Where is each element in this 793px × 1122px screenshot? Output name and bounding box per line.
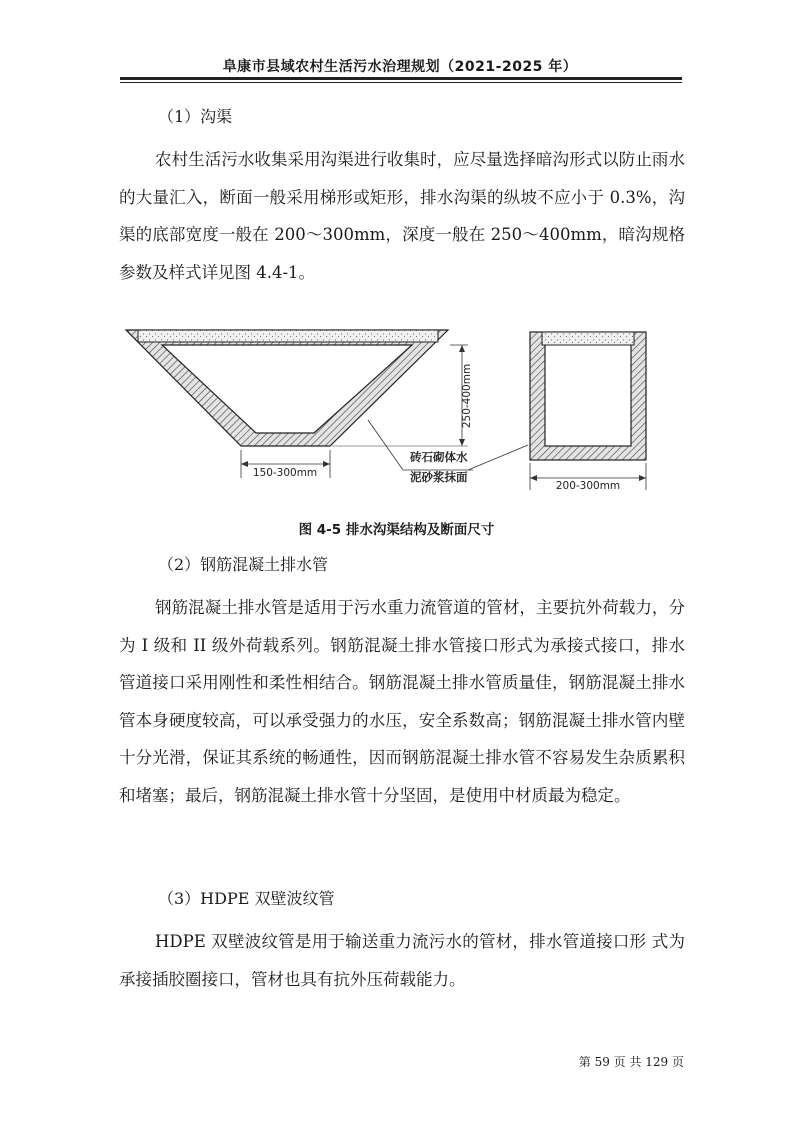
depth-label: 250-400mm [461,363,473,429]
material-label-line2: 泥砂浆抹面 [410,470,468,484]
header-rule-thick [120,77,682,80]
section-heading-ditch: （1）沟渠 [158,107,233,126]
rect-bottom-dimension [530,463,646,492]
rectangular-ditch-section [530,332,646,460]
material-callout [368,420,528,484]
material-label-line1: 砖石砌体水 [410,450,468,464]
paragraph-ditch: 农村生活污水收集采用沟渠进行收集时，应尽量选择暗沟形式以防止雨水的大量汇入，断面一般采用梯形或矩形，排水沟渠的纵坡不应小于 0.3%，沟渠的底部宽度一般在 200～300mm，深度一般在 250～400mm，暗沟规格参数及样式详见图 4.4-1。 [119,150,685,282]
section-heading-concrete-pipe: （2）钢筋混凝土排水管 [158,555,329,574]
section-heading-hdpe-pipe: （3）HDPE 双壁波纹管 [158,889,335,908]
rect-bottom-width-label: 200-300mm [555,480,621,492]
paragraph-hdpe-pipe: HDPE 双壁波纹管是用于输送重力流污水的管材，排水管道接口形 式为承接插胶圈接口，管材也具有抗外压荷载能力。 [119,932,685,989]
trapezoid-bottom-dimension [241,450,330,479]
trapezoid-bottom-width-label: 150-300mm [252,467,318,479]
page-number-footer: 第 59 页 共 129 页 [578,1055,684,1069]
figure-caption: 图 4-5 排水沟渠结构及断面尺寸 [298,522,495,538]
paragraph-concrete-pipe: 钢筋混凝土排水管是适用于污水重力流管道的管材，主要抗外荷载力，分为 I 级和 II 级外荷载系列。钢筋混凝土排水管接口形式为承接式接口，排水管道接口采用刚性和柔性相结合。钢筋混凝土排水管质量佳，钢筋混凝土排水管本身硬度较高，可以承受强力的水压，安全系数高；钢筋混凝土排水管内壁十分光滑，保证其系统的畅通性，因而钢筋混凝土排水管不容易发生杂质累积和堵塞；最后，钢筋混凝土排水管十分坚固，是使用中材质最为稳定。 [119,598,685,805]
header-rule-thin [120,82,682,83]
ditch-cross-section-figure [118,320,678,505]
page-header-title: 阜康市县域农村生活污水治理规划（2021-2025 年） [222,59,578,75]
trapezoid-ditch-section [126,330,448,446]
